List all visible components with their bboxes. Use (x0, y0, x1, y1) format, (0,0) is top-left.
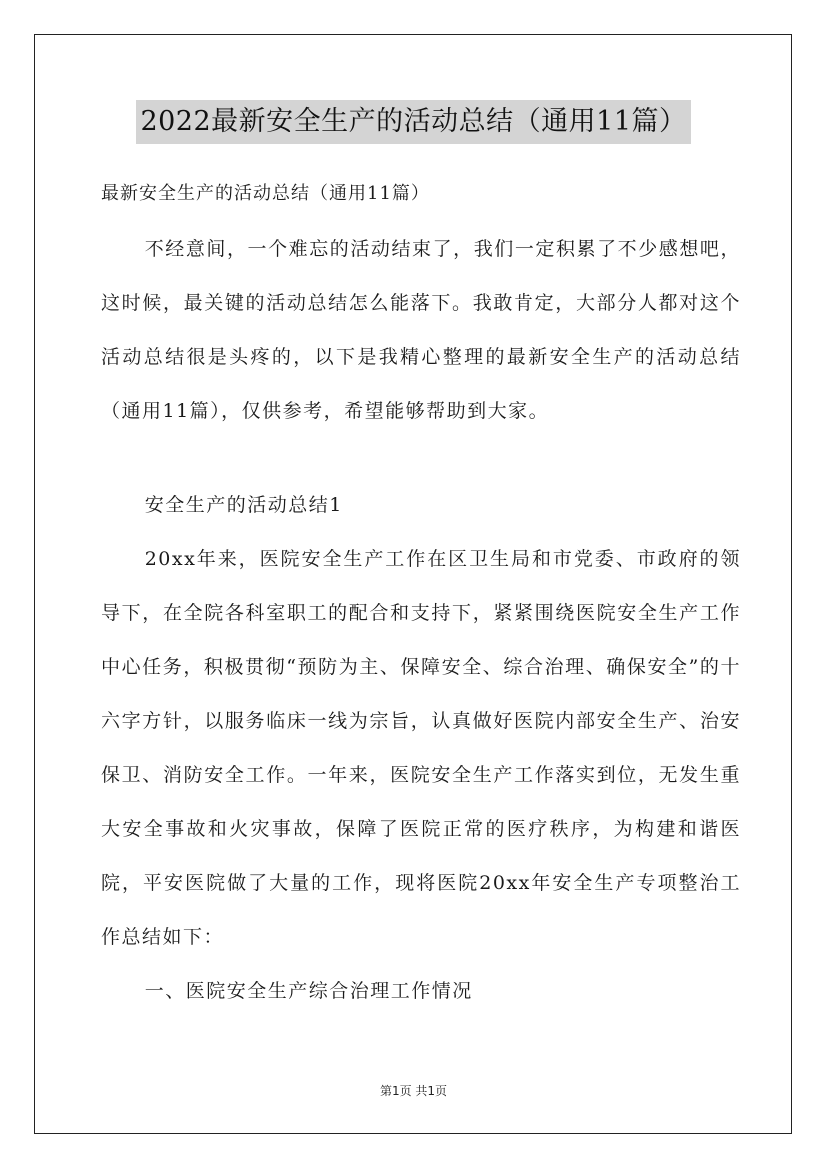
intro-paragraph: 不经意间，一个难忘的活动结束了，我们一定积累了不少感想吧，这时候，最关键的活动总结怎么能落下。我敢肯定，大部分人都对这个活动总结很是头疼的，以下是我精心整理的最新安全生产的活动总结（通用11篇），仅供参考，希望能够帮助到大家。 (101, 238, 741, 422)
body-paragraph: 20xx年来，医院安全生产工作在区卫生局和市党委、市政府的领导下，在全院各科室职工的配合和支持下，紧紧围绕医院安全生产工作中心任务，积极贯彻“预防为主、保障安全、综合治理、确保安全”的十六字方针，以服务临床一线为宗旨，认真做好医院内部安全生产、治安保卫、消防安全工作。一年来，医院安全生产工作落实到位，无发生重大安全事故和火灾事故，保障了医院正常的医疗秩序，为构建和谐医院，平安医院做了大量的工作，现将医院20xx年安全生产专项整治工作总结如下： (101, 548, 741, 948)
document-subtitle: 最新安全生产的活动总结（通用11篇） (101, 183, 430, 204)
title-container (0, 100, 827, 144)
paragraph-spacer (101, 438, 741, 478)
list-heading: 一、医院安全生产综合治理工作情况 (144, 980, 473, 1002)
document-title: 2022最新安全生产的活动总结（通用11篇） (136, 100, 690, 144)
document-body (101, 172, 741, 1018)
page-number-label: 第1页 共1页 (379, 1084, 448, 1098)
page-footer (0, 1082, 827, 1099)
section-heading: 安全生产的活动总结1 (144, 494, 343, 516)
